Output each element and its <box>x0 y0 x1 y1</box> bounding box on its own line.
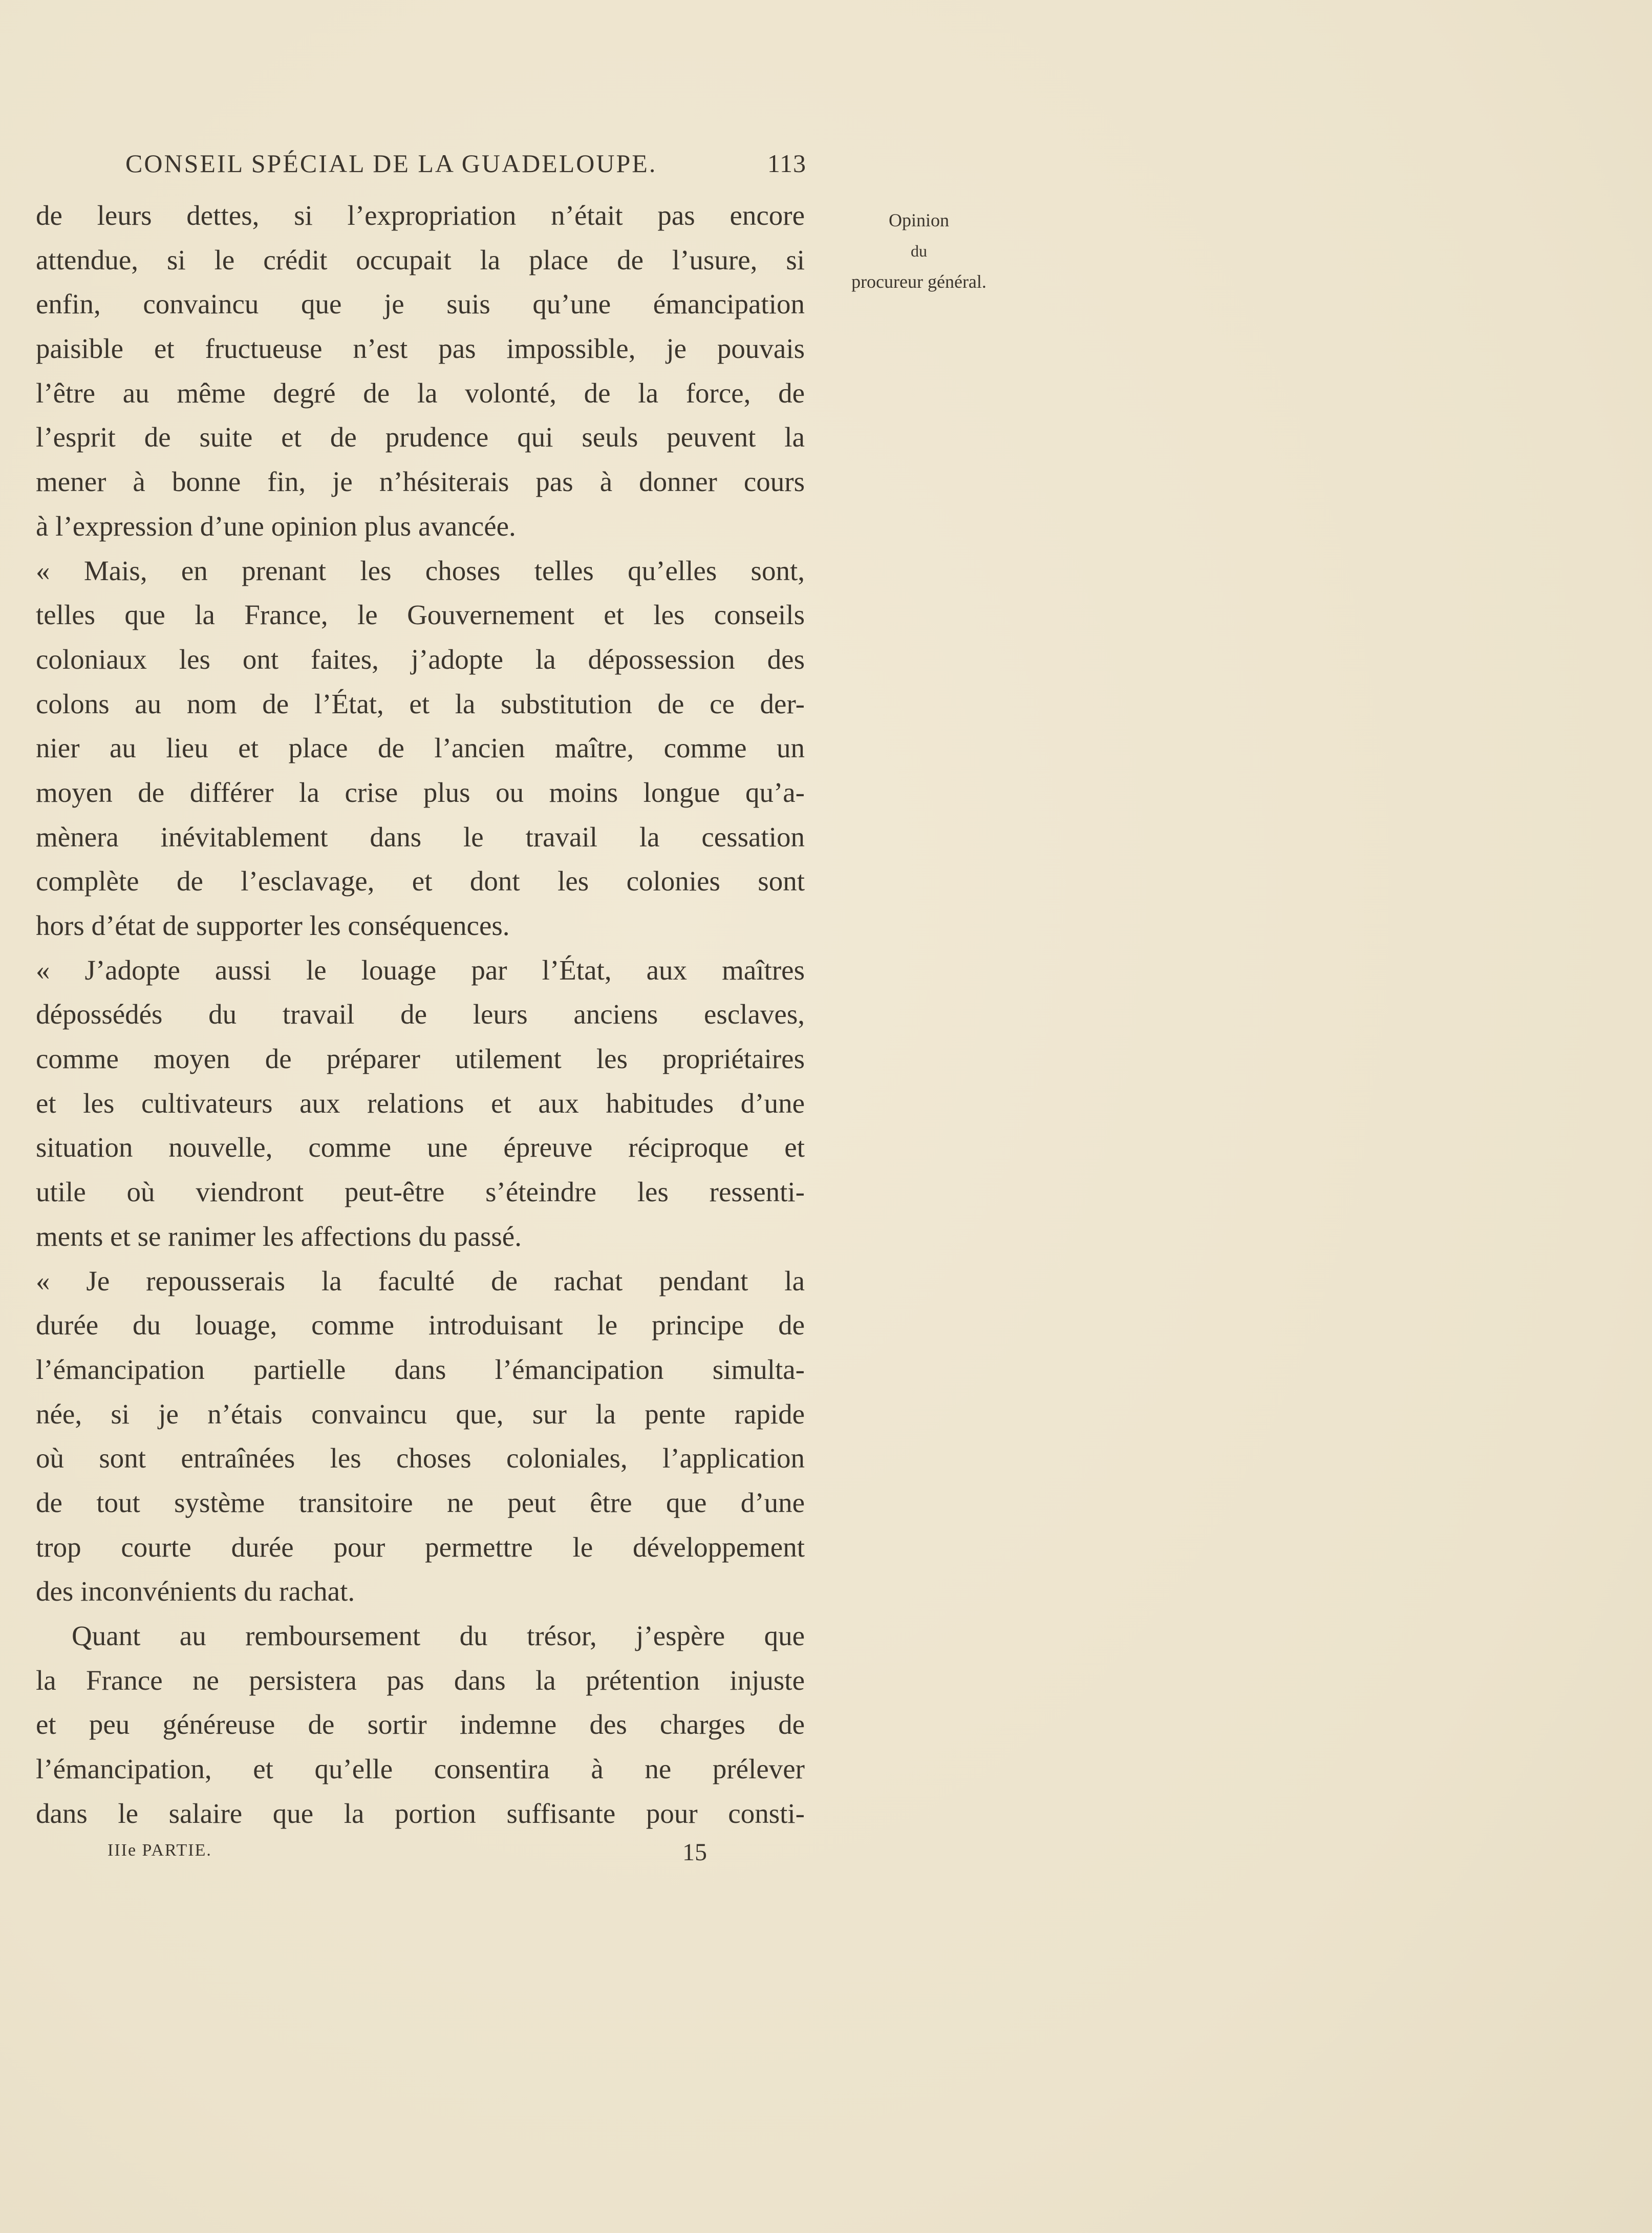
margin-note-line: Opinion <box>888 210 949 230</box>
text-line: née, si je n’étais convaincu que, sur la pente rapide <box>36 1398 805 1430</box>
text-line: ments et se ranimer les affections du passé. <box>36 1220 522 1252</box>
text-line: l’être au même degré de la volonté, de la force, de <box>36 377 805 409</box>
text-line: et les cultivateurs aux relations et aux habitudes d’une <box>36 1087 805 1119</box>
header-title: CONSEIL SPÉCIAL DE LA GUADELOUPE. <box>125 149 657 178</box>
paragraph <box>36 549 805 948</box>
text-line: des inconvénients du rachat. <box>36 1576 355 1607</box>
part-label: IIIe PARTIE. <box>108 1841 212 1860</box>
text-line: la France ne persistera pas dans la prétention injuste <box>36 1664 805 1696</box>
page-footer <box>0 1838 1652 1874</box>
text-line: l’esprit de suite et de prudence qui seuls peuvent la <box>36 421 805 453</box>
text-line: à l’expression d’une opinion plus avancée. <box>36 510 516 542</box>
text-line: « Mais, en prenant les choses telles qu’elles sont, <box>36 555 805 586</box>
text-line: complète de l’esclavage, et dont les colonies sont <box>36 865 805 897</box>
text-line: dans le salaire que la portion suffisante pour consti- <box>36 1797 805 1829</box>
text-line: situation nouvelle, comme une épreuve réciproque et <box>36 1132 805 1163</box>
text-line: où sont entraînées les choses coloniales, l’application <box>36 1442 805 1474</box>
text-line: l’émancipation, et qu’elle consentira à ne prélever <box>36 1753 805 1785</box>
paragraph <box>36 194 805 549</box>
text-line: Quant au remboursement du trésor, j’espère que <box>72 1620 805 1651</box>
text-line: hors d’état de supporter les conséquences. <box>36 910 510 941</box>
signature-mark: 15 <box>682 1839 707 1866</box>
margin-note-line: procureur général. <box>851 271 986 292</box>
text-line: colons au nom de l’État, et la substitution de ce der- <box>36 688 805 719</box>
body-text <box>36 194 805 1836</box>
text-line: moyen de différer la crise plus ou moins longue qu’a- <box>36 776 805 808</box>
text-line: comme moyen de préparer utilement les propriétaires <box>36 1043 805 1075</box>
text-line: trop courte durée pour permettre le développement <box>36 1531 805 1563</box>
text-line: telles que la France, le Gouvernement et les conseils <box>36 599 805 631</box>
text-line: de leurs dettes, si l’expropriation n’était pas encore <box>36 200 805 231</box>
page-number: 113 <box>767 149 806 178</box>
text-line: dépossédés du travail de leurs anciens esclaves, <box>36 998 805 1030</box>
text-line: « J’adopte aussi le louage par l’État, aux maîtres <box>36 954 805 986</box>
text-line: enfin, convaincu que je suis qu’une émancipation <box>36 288 805 320</box>
paragraph <box>36 948 805 1259</box>
text-line: mener à bonne fin, je n’hésiterais pas à donner cours <box>36 466 805 498</box>
text-line: de tout système transitoire ne peut être que d’une <box>36 1486 805 1518</box>
margin-note <box>834 205 1003 297</box>
paragraph <box>36 1259 805 1614</box>
text-line: l’émancipation partielle dans l’émancipation simulta- <box>36 1353 805 1385</box>
text-line: coloniaux les ont faites, j’adopte la dépossession des <box>36 643 805 675</box>
text-line: mènera inévitablement dans le travail la cessation <box>36 821 805 853</box>
text-line: et peu généreuse de sortir indemne des charges de <box>36 1709 805 1740</box>
text-line: « Je repousserais la faculté de rachat pendant la <box>36 1265 805 1296</box>
margin-note-line: du <box>911 242 927 260</box>
text-line: nier au lieu et place de l’ancien maître, comme un <box>36 732 805 764</box>
text-line: durée du louage, comme introduisant le principe de <box>36 1309 805 1341</box>
running-header <box>125 148 806 184</box>
text-line: attendue, si le crédit occupait la place de l’usure, si <box>36 244 805 275</box>
text-line: utile où viendront peut-être s’éteindre les ressenti- <box>36 1176 805 1208</box>
paragraph <box>36 1614 805 1836</box>
text-line: paisible et fructueuse n’est pas impossible, je pouvais <box>36 333 805 365</box>
